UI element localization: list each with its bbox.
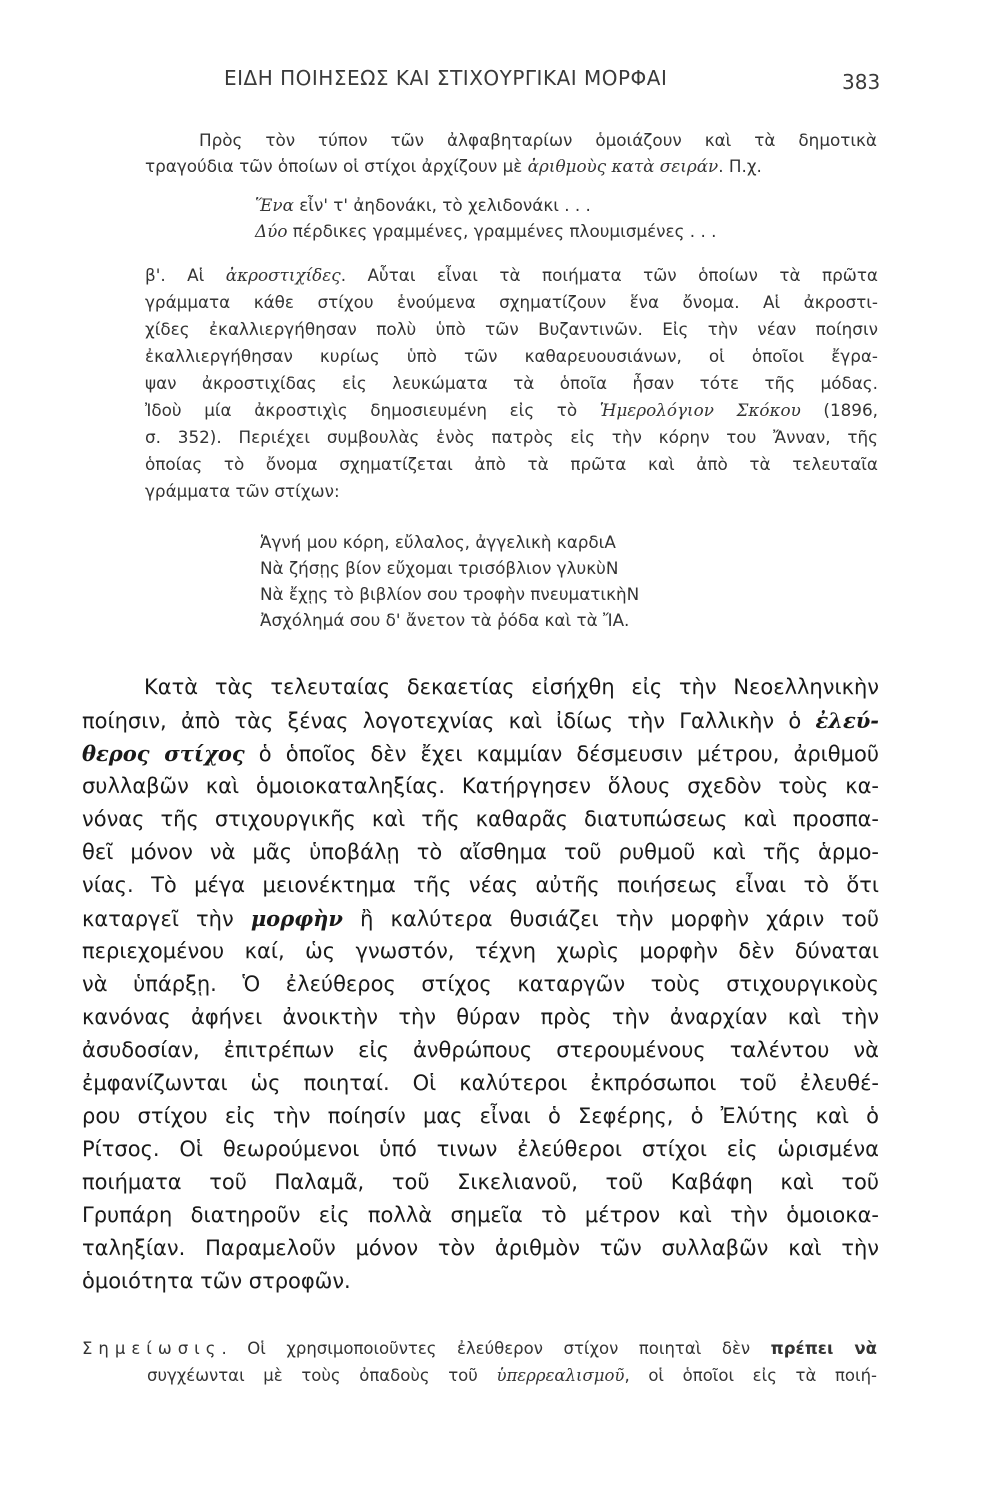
acrostic-line-5: ψαν ἀκροστιχίδας εἰς λευκώματα τὰ ὁποῖα ἦσαν τότε τῆς μόδας. — [145, 373, 878, 393]
acrostic-poem-line-3: Νὰ ἔχῃς τὸ βιβλίον σου τροφὴν πνευματικὴΝ — [260, 584, 640, 604]
note-line-1: Σημείωσις. Οἱ χρησιμοποιοῦντες ἐλεύθερον στίχον ποιηταὶ δὲν πρέπει νὰ — [82, 1339, 877, 1358]
acrostic-line-1: β'. Αἱ ἀκροστιχίδες. Αὗται εἶναι τὰ ποιήματα τῶν ὁποίων τὰ πρῶτα — [145, 265, 878, 285]
verse-example-line-1: Ἕνα εἶν' τ' ἀηδονάκι, τὸ χελιδονάκι . . . — [255, 195, 591, 215]
main-line-2: ποίησιν, ἀπὸ τὰς ξένας λογοτεχνίας καὶ ἰδίως τὴν Γαλλικὴν ὁ ἐλεύ- — [82, 708, 879, 733]
main-line-8: καταργεῖ τὴν μορφὴν ἢ καλύτερα θυσιάζει τὴν μορφὴν χάριν τοῦ — [82, 906, 879, 931]
note-label: Σημείωσις — [82, 1339, 222, 1358]
main-line-19: ὁμοιότητα τῶν στροφῶν. — [82, 1269, 351, 1293]
main-line-1: Κατὰ τὰς τελευταίας δεκαετίας εἰσήχθη εἰς τὴν Νεοελληνικὴν — [144, 675, 879, 699]
acrostic-line-7: σ. 352). Περιέχει συμβουλὰς ἑνὸς πατρὸς εἰς τὴν κόρην του Ἄνναν, τῆς — [145, 427, 878, 447]
acrostic-line-9: γράμματα τῶν στίχων: — [145, 481, 340, 501]
main-line-6: θεῖ μόνον νὰ μᾶς ὑποβάλῃ τὸ αἴσθημα τοῦ ρυθμοῦ καὶ τῆς ἁρμο- — [82, 840, 879, 864]
page-number: 383 — [842, 70, 881, 94]
main-line-17: Γρυπάρη διατηροῦν εἰς πολλὰ σημεῖα τὸ μέτρον καὶ τὴν ὁμοιοκα- — [82, 1203, 879, 1227]
main-line-18: ταληξίαν. Παραμελοῦν μόνον τὸν ἀριθμὸν τῶν συλλαβῶν καὶ τὴν — [82, 1236, 879, 1260]
acrostic-poem-line-4: Ἀσχόλημά σου δ' ἄνετον τὰ ῥόδα καὶ τὰ ἼΑ. — [260, 610, 630, 630]
acrostic-line-3: χίδες ἐκαλλιεργήθησαν πολὺ ὑπὸ τῶν Βυζαντινῶν. Εἰς τὴν νέαν ποίησιν — [145, 319, 878, 339]
note-line-2: συγχέωνται μὲ τοὺς ὀπαδοὺς τοῦ ὑπερρεαλισμοῦ, οἱ ὁποῖοι εἰς τὰ ποιή- — [147, 1366, 877, 1385]
main-line-12: ἀσυδοσίαν, ἐπιτρέπων εἰς ἀνθρώπους στερουμένους ταλέντου νὰ — [82, 1038, 879, 1062]
main-line-10: νὰ ὑπάρξῃ. Ὁ ἐλεύθερος στίχος καταργῶν τοὺς στιχουργικοὺς — [82, 972, 879, 996]
acrostic-line-4: ἐκαλλιεργήθησαν κυρίως ὑπὸ τῶν καθαρευουσιάνων, οἱ ὁποῖοι ἔγρα- — [145, 346, 878, 366]
acrostic-poem-line-2: Νὰ ζήσῃς βίον εὔχομαι τρισόβλιον γλυκὺΝ — [260, 558, 619, 578]
page-header — [0, 62, 987, 102]
main-line-16: ποιήματα τοῦ Παλαμᾶ, τοῦ Σικελιανοῦ, τοῦ Καβάφη καὶ τοῦ — [82, 1170, 879, 1194]
intro-line-2: τραγούδια τῶν ὁποίων οἱ στίχοι ἀρχίζουν μὲ ἀριθμοὺς κατὰ σειράν. Π.χ. — [145, 156, 762, 176]
main-line-13: ἐμφανίζωνται ὡς ποιηταί. Οἱ καλύτεροι ἐκπρόσωποι τοῦ ἐλευθέ- — [82, 1071, 879, 1095]
main-line-3: θερος στίχος ὁ ὁποῖος δὲν ἔχει καμμίαν δέσμευσιν μέτρου, ἀριθμοῦ — [82, 741, 879, 766]
intro-line-1: Πρὸς τὸν τύπον τῶν ἀλφαβηταρίων ὁμοιάζουν καὶ τὰ δημοτικὰ — [199, 130, 877, 150]
verse-example-line-2: Δύο πέρδικες γραμμένες, γραμμένες πλουμισμένες . . . — [255, 221, 717, 241]
main-line-11: κανόνας ἀφήνει ἀνοικτὴν τὴν θύραν πρὸς τὴν ἀναρχίαν καὶ τὴν — [82, 1005, 879, 1029]
acrostic-line-8: ὁποίας τὸ ὄνομα σχηματίζεται ἀπὸ τὰ πρῶτα καὶ ἀπὸ τὰ τελευταῖα — [145, 454, 878, 474]
acrostic-poem-line-1: Ἁγνή μου κόρη, εὔλαλος, ἀγγελικὴ καρδιΑ — [260, 532, 616, 552]
main-line-4: συλλαβῶν καὶ ὁμοιοκαταληξίας. Κατήργησεν ὅλους σχεδὸν τοὺς κα- — [82, 774, 879, 798]
main-line-14: ρου στίχου εἰς τὴν ποίησίν μας εἶναι ὁ Σεφέρης, ὁ Ἐλύτης καὶ ὁ — [82, 1104, 879, 1128]
running-head: ΕΙΔΗ ΠΟΙΗΣΕΩΣ ΚΑΙ ΣΤΙΧΟΥΡΓΙΚΑΙ ΜΟΡΦΑΙ — [224, 66, 668, 90]
acrostic-line-2: γράμματα κάθε στίχου ἑνούμενα σχηματίζουν ἕνα ὄνομα. Αἱ ἀκροστι- — [145, 292, 878, 312]
acrostic-line-6: Ἰδοὺ μία ἀκροστιχὶς δημοσιευμένη εἰς τὸ Ἡμερολόγιον Σκόκου (1896, — [145, 400, 878, 420]
main-line-7: νίας. Τὸ μέγα μειονέκτημα τῆς νέας αὐτῆς ποιήσεως εἶναι τὸ ὅτι — [82, 873, 879, 897]
main-line-15: Ρίτσος. Οἱ θεωρούμενοι ὑπό τινων ἐλεύθεροι στίχοι εἰς ὡρισμένα — [82, 1137, 879, 1161]
main-line-9: περιεχομένου καί, ὡς γνωστόν, τέχνη χωρὶς μορφὴν δὲν δύναται — [82, 939, 879, 963]
main-line-5: νόνας τῆς στιχουργικῆς καὶ τῆς καθαρᾶς διατυπώσεως καὶ προσπα- — [82, 807, 879, 831]
